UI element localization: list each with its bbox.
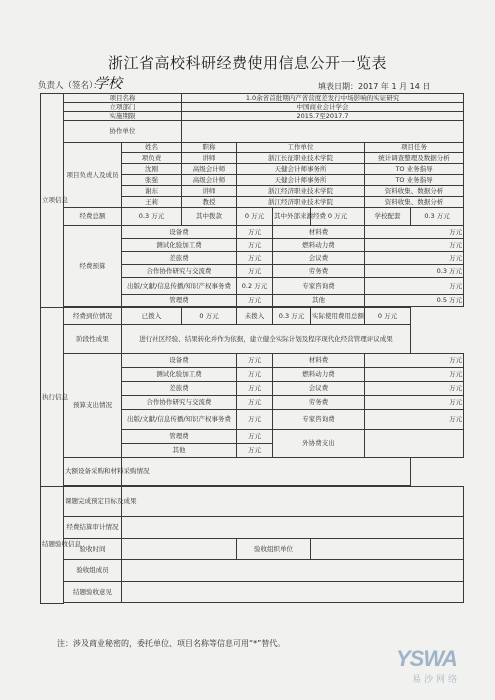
budget-value: 万元 bbox=[237, 265, 273, 278]
acceptance-opinion bbox=[122, 582, 464, 603]
member-name: 王莉 bbox=[122, 197, 182, 208]
project-period-label: 实施期限 bbox=[64, 112, 182, 121]
expense-item: 管理费 bbox=[122, 430, 237, 444]
acceptance-org-label: 验收组织单位 bbox=[237, 539, 311, 560]
member-name: 沈刚 bbox=[122, 164, 182, 175]
expense-value: 万元 bbox=[237, 354, 273, 368]
acceptance-goal-label: 课题完成预定目标及成果 bbox=[64, 487, 122, 517]
budget-value: 万元 bbox=[365, 278, 464, 295]
not-arrived-label: 未拨入 bbox=[237, 308, 273, 325]
audit-value bbox=[122, 517, 464, 539]
expense-value: 万元 bbox=[365, 410, 464, 430]
funds-school-label: 学校配套 bbox=[365, 208, 411, 226]
member-title: 教授 bbox=[182, 197, 237, 208]
watermark-logo: YSWA bbox=[396, 646, 457, 671]
budget-value: 0.3 万元 bbox=[365, 265, 464, 278]
funds-total: 0.3 万元 bbox=[122, 208, 182, 226]
expense-value: 万元 bbox=[365, 396, 464, 410]
expense-item: 差旅费 bbox=[122, 382, 237, 396]
member-name: 张强 bbox=[122, 175, 182, 186]
expense-item: 合作协作研究与交流费 bbox=[122, 396, 237, 410]
budget-value: 万元 bbox=[237, 239, 273, 252]
member-unit: 天健会计师事务所 bbox=[237, 175, 365, 186]
signature: 学校 bbox=[94, 76, 122, 92]
expense-item: 出版/文献/信息传播/知识产权事务费 bbox=[122, 410, 237, 430]
expense-value: 万元 bbox=[237, 430, 273, 444]
expense-value: 万元 bbox=[237, 410, 273, 430]
budget-item: 会议费 bbox=[273, 252, 365, 265]
budget-item: 管理费 bbox=[122, 295, 237, 307]
member-task: TO 业务指导 bbox=[365, 164, 464, 175]
member-task: 资料收集、数据分析 bbox=[365, 186, 464, 197]
member-unit: 浙江长征职业技术学院 bbox=[237, 153, 365, 164]
funds-school: 0.3 万元 bbox=[411, 208, 464, 226]
equipment-value bbox=[122, 458, 411, 486]
member-unit: 天健会计师事务所 bbox=[237, 164, 365, 175]
member-title: 讲师 bbox=[182, 186, 237, 197]
budget-item: 测试化验加工费 bbox=[122, 239, 237, 252]
project-name-label: 项目名称 bbox=[64, 94, 182, 103]
members-header-name: 姓名 bbox=[122, 143, 182, 153]
budget-value: 万元 bbox=[365, 252, 464, 265]
funds-of-which-label: 其中拨款 bbox=[182, 208, 237, 226]
expense-value: 万元 bbox=[237, 396, 273, 410]
project-period: 2015.7至2017.7 bbox=[182, 112, 464, 121]
expense-item: 材料费 bbox=[273, 354, 365, 368]
budget-item: 差旅费 bbox=[122, 252, 237, 265]
expense-label: 预算支出情况 bbox=[64, 354, 122, 458]
acceptance-time-label: 验收时间 bbox=[64, 539, 122, 560]
member-task: TO 业务指导 bbox=[365, 175, 464, 186]
acceptance-members bbox=[122, 560, 464, 582]
expense-value: 万元 bbox=[365, 368, 464, 382]
arrived: 0 万元 bbox=[182, 308, 237, 325]
section-project-info: 立项信息 bbox=[41, 94, 64, 308]
expense-item: 测试化验加工费 bbox=[122, 368, 237, 382]
budget-item: 合作协作研究与交流费 bbox=[122, 265, 237, 278]
budget-item: 材料费 bbox=[273, 226, 365, 239]
disclosure-form bbox=[40, 93, 464, 604]
members-header-task: 项目任务 bbox=[365, 143, 464, 153]
expense-value: 万元 bbox=[237, 444, 273, 458]
expense-item: 专家咨询费 bbox=[273, 410, 365, 430]
budget-value: 万元 bbox=[365, 239, 464, 252]
acceptance-opinion-label: 结题验收意见 bbox=[64, 582, 122, 603]
budget-value: 万元 bbox=[237, 226, 273, 239]
funds-of-which: 0 万元 bbox=[237, 208, 273, 226]
expense-item: 劳务费 bbox=[273, 396, 365, 410]
acceptance-members-label: 验收组成员 bbox=[64, 560, 122, 582]
acceptance-goal bbox=[122, 487, 464, 517]
section-execution-info: 执行信息 bbox=[41, 308, 64, 487]
member-name: 项负责 bbox=[122, 153, 182, 164]
not-arrived: 0.3 万元 bbox=[273, 308, 311, 325]
budget-value: 万元 bbox=[237, 295, 273, 307]
member-title: 高级会计师 bbox=[182, 175, 237, 186]
budget-value: 0.2 万元 bbox=[237, 278, 273, 295]
member-task: 资料收集、数据分析 bbox=[365, 197, 464, 208]
project-dept-label: 立项部门 bbox=[64, 103, 182, 112]
member-task: 统计调查整理及数据分析 bbox=[365, 153, 464, 164]
responsible-label: 负责人（签名）： bbox=[38, 81, 102, 91]
project-dept: 中国商业会计学会 bbox=[182, 103, 464, 112]
expense-item: 外协费支出 bbox=[273, 430, 365, 458]
actual-label: 实际使用费用总额 bbox=[311, 308, 365, 325]
members-header-title: 职称 bbox=[182, 143, 237, 153]
funds-outside: 0 万元 bbox=[311, 208, 365, 226]
expense-item: 会议费 bbox=[273, 382, 365, 396]
arrived-label: 已拨入 bbox=[122, 308, 182, 325]
budget-item: 专家咨询费 bbox=[273, 278, 365, 295]
budget-value: 万元 bbox=[237, 252, 273, 265]
project-coop-label: 协作单位 bbox=[64, 121, 182, 143]
member-title: 高级会计师 bbox=[182, 164, 237, 175]
progress-text: 进行社区经验、结果转化并作为依据，建立健全实际计划及程序现代化经营管理评议成果 bbox=[122, 325, 411, 354]
arrival-label: 经费到位情况 bbox=[64, 308, 122, 325]
acceptance-time bbox=[122, 539, 237, 560]
expense-value: 万元 bbox=[365, 354, 464, 368]
expense-value: 万元 bbox=[365, 382, 464, 396]
fill-date: 填表日期：2017 年 1 月 14 日 bbox=[318, 82, 431, 91]
watermark-subtitle: 易沙网络 bbox=[412, 675, 461, 685]
budget-value: 万元 bbox=[365, 226, 464, 239]
member-title: 讲师 bbox=[182, 153, 237, 164]
expense-value: 万元 bbox=[237, 382, 273, 396]
footnote: 注：涉及商业秘密的，委托单位、项目名称等信息可用“*”替代。 bbox=[57, 639, 286, 648]
budget-item: 燃料动力费 bbox=[273, 239, 365, 252]
budget-item: 劳务费 bbox=[273, 265, 365, 278]
budget-value: 0.5 万元 bbox=[365, 295, 464, 307]
budget-item: 出版/文献/信息传播/知识产权事务费 bbox=[122, 278, 237, 295]
progress-label: 阶段性成果 bbox=[64, 325, 122, 354]
expense-item: 燃料动力费 bbox=[273, 368, 365, 382]
project-name: 1.0余省首批期内产省营度差发行中场影响的实证研究 bbox=[182, 94, 464, 103]
expense-item: 其他 bbox=[122, 444, 237, 458]
project-coop bbox=[182, 121, 464, 143]
equipment-label: 大额设备采购和材料采购情况 bbox=[64, 458, 122, 486]
funds-total-label: 经费总额 bbox=[64, 208, 122, 226]
expense-value: 万元 bbox=[237, 368, 273, 382]
members-label: 项目负责人及成员 bbox=[64, 143, 122, 208]
budget-label: 经费预算 bbox=[64, 226, 122, 307]
expense-item: 设备费 bbox=[122, 354, 237, 368]
page-title: 浙江省高校科研经费使用信息公开一览表 bbox=[107, 54, 387, 72]
member-unit: 浙江经济职业技术学院 bbox=[237, 186, 365, 197]
budget-item: 其他 bbox=[273, 295, 365, 307]
audit-label: 经费结算审计情况 bbox=[64, 517, 122, 539]
members-header-unit: 工作单位 bbox=[237, 143, 365, 153]
section-acceptance-info: 结题验收信息 bbox=[41, 487, 64, 604]
budget-item: 设备费 bbox=[122, 226, 237, 239]
member-unit: 浙江经济职业技术学院 bbox=[237, 197, 365, 208]
expense-value bbox=[365, 430, 464, 458]
actual: 0 万元 bbox=[365, 308, 411, 325]
acceptance-org bbox=[311, 539, 464, 560]
funds-outside-label: 其中外部来源经费 bbox=[273, 208, 311, 226]
member-name: 谢东 bbox=[122, 186, 182, 197]
